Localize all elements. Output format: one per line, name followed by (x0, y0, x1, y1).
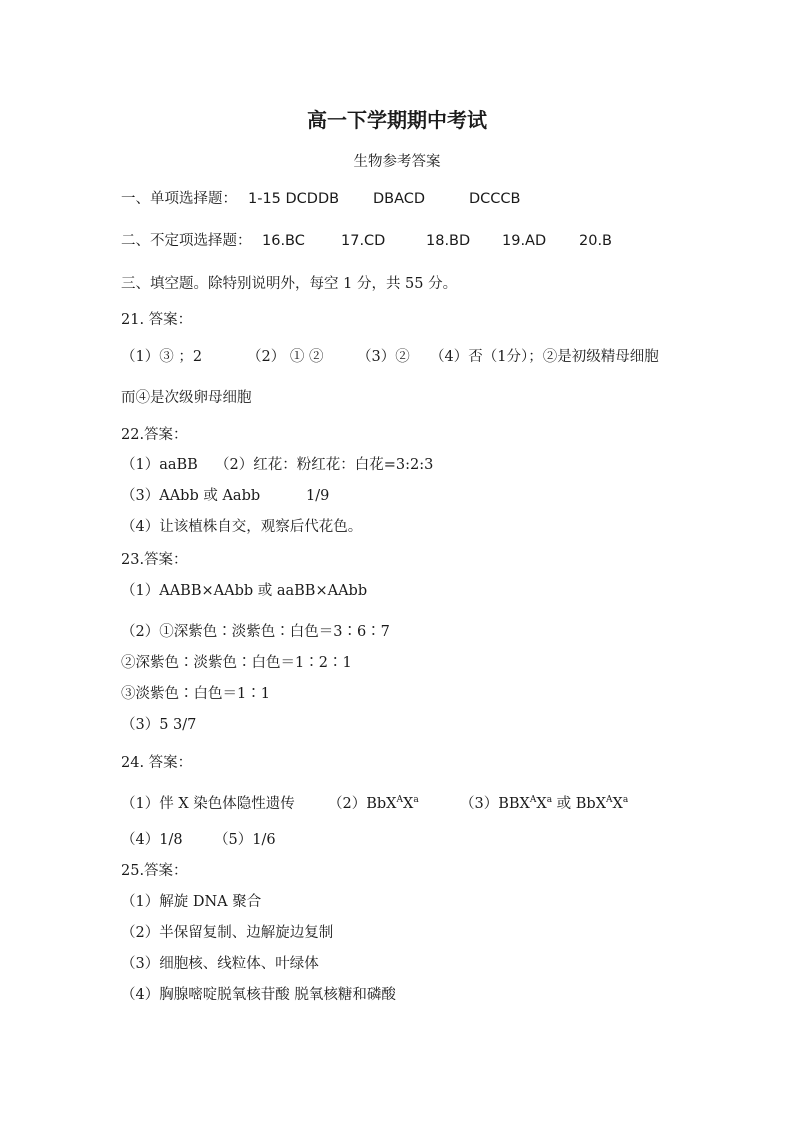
answer-19: 19.AD (502, 233, 547, 249)
q22-answer-1: （1）aaBB (121, 457, 198, 473)
section2-label: 二、不定项选择题： (121, 233, 252, 249)
q25-answer-1: （1）解旋 DNA 聚合 (121, 894, 262, 910)
answer-20: 20.B (579, 233, 613, 249)
page-title: 高一下学期期中考试 (307, 108, 487, 132)
q21-header: 21. 答案： (121, 312, 193, 328)
q22-header: 22.答案： (121, 427, 188, 443)
q23-header: 23.答案： (121, 552, 188, 568)
answer-18: 18.BD (426, 233, 471, 249)
q22-answer-3-ratio: 1/9 (306, 488, 330, 504)
q25-header: 25.答案： (121, 863, 188, 879)
section1-label: 一、单项选择题： (121, 191, 237, 207)
q22-answer-4: （4）让该植株自交，观察后代花色。 (121, 519, 363, 535)
q22-answer-3: （3）AAbb 或 Aabb (121, 488, 261, 504)
q25-answer-4: （4）胸腺嘧啶脱氧核苷酸 脱氧核糖和磷酸 (121, 987, 396, 1003)
q24-answer-5: （5）1/6 (214, 832, 276, 848)
page-subtitle: 生物参考答案 (353, 154, 441, 170)
section1-answers-1: 1-15 DCDDB (248, 191, 340, 207)
answer-17: 17.CD (341, 233, 386, 249)
q21-part3: （3）② (357, 349, 410, 365)
q23-answer-3: （3）5 3/7 (121, 717, 197, 733)
q23-answer-2-3: ③淡紫色∶白色＝1∶1 (121, 686, 270, 702)
answer-16: 16.BC (262, 233, 305, 249)
q24-answer-2: $(2)BbX^AX^a$ (328, 795, 419, 812)
q23-answer-2-2: ②深紫色∶淡紫色∶白色＝1∶2∶1 (121, 655, 352, 671)
q22-answer-2: （2）红花：粉红花：白花=3:2:3 (215, 457, 434, 473)
q24-answer-3: $(3)BBX^AX^a$ 或 $BbX^AX^a$ (460, 795, 629, 812)
q23-answer-2-1: （2）①深紫色∶淡紫色∶白色＝3∶6∶7 (121, 624, 390, 640)
q21-part4: （4）否（1分）；②是初级精母细胞 (430, 349, 659, 365)
q24-answer-4: （4）1/8 (121, 832, 183, 848)
section3-instructions: 三、填空题。除特别说明外，每空 1 分，共 55 分。 (121, 276, 458, 292)
q24-answer-1: （1）伴 X 染色体隐性遗传 (121, 796, 295, 812)
section1-answers-2: DBACD (373, 191, 426, 207)
q21-part4-continued: 而④是次级卵母细胞 (121, 390, 252, 406)
q25-answer-3: （3）细胞核、线粒体、叶绿体 (121, 956, 319, 972)
q23-answer-1: （1）AABB×AAbb 或 aaBB×AAbb (121, 583, 368, 599)
q21-part1: （1）③ ；2 (121, 349, 203, 365)
section1-answers-3: DCCCB (469, 191, 521, 207)
q21-part2: （2） ① ② (247, 349, 324, 365)
q24-header: 24. 答案： (121, 755, 193, 771)
q25-answer-2: （2）半保留复制、边解旋边复制 (121, 925, 334, 941)
